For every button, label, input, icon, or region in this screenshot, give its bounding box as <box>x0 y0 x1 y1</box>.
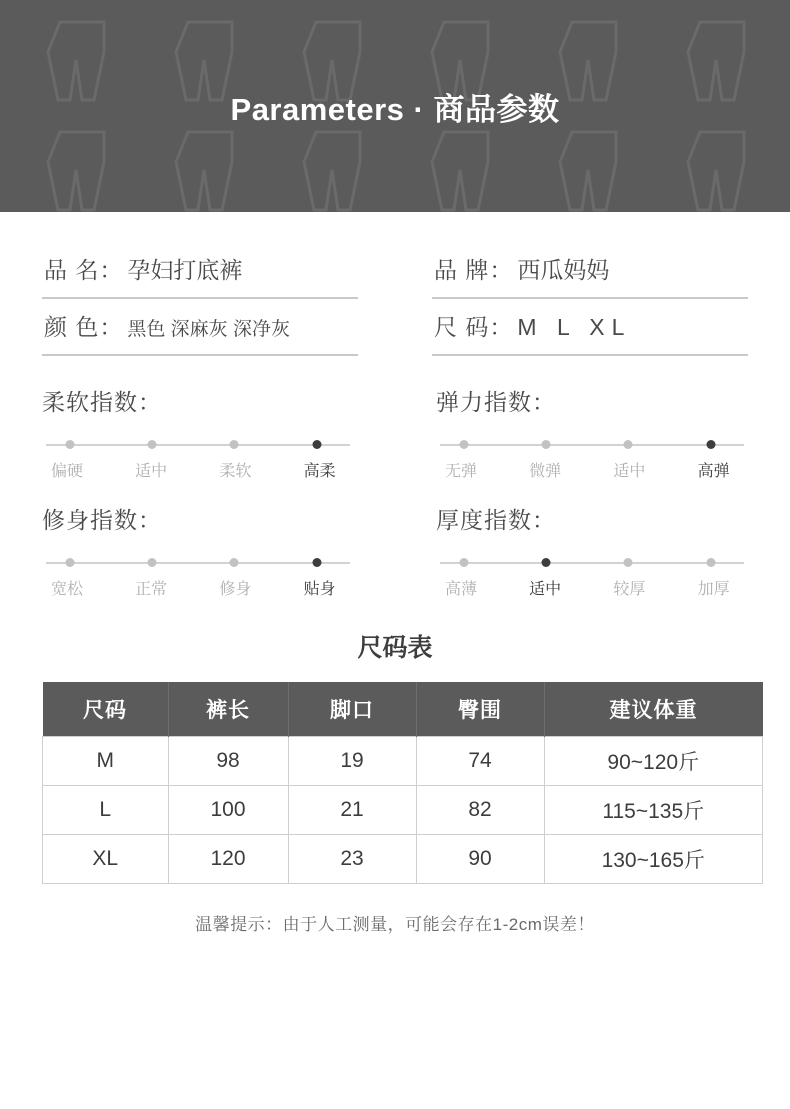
table-cell: 23 <box>288 835 416 884</box>
table-cell: 115~135斤 <box>544 786 763 835</box>
slider-dot-1[interactable] <box>460 558 469 567</box>
size-table-wrapper <box>0 682 790 884</box>
slider-label: 正常 <box>135 581 168 598</box>
table-header-row <box>43 682 763 737</box>
slider-dot-3[interactable] <box>624 440 633 449</box>
slider-label: 微弹 <box>529 463 562 480</box>
slider-dot-3[interactable] <box>230 440 239 449</box>
slider-track <box>440 562 744 564</box>
index-section <box>0 356 790 620</box>
table-cell: 90 <box>416 835 544 884</box>
slider-dot-2[interactable] <box>148 558 157 567</box>
slider-dot-3[interactable] <box>230 558 239 567</box>
table-row <box>43 835 763 884</box>
spec-label: 颜 色： <box>44 314 124 340</box>
table-header-cell: 脚口 <box>288 682 416 737</box>
slider-label: 修身 <box>219 581 252 598</box>
spec-value: 黑色 深麻灰 深净灰 <box>127 319 290 340</box>
measurement-tip: 温馨提示：由于人工测量，可能会存在1-2cm误差！ <box>195 915 595 934</box>
slim-fit-slider[interactable] <box>46 557 350 569</box>
spec-row-1 <box>42 242 748 299</box>
spec-value: 西瓜妈妈 <box>517 257 610 283</box>
thickness-labels <box>436 576 748 602</box>
slider-dot-4[interactable] <box>706 558 715 567</box>
thickness-index <box>436 502 748 602</box>
slider-dot-4[interactable] <box>312 440 321 449</box>
slider-dot-1[interactable] <box>66 440 75 449</box>
slider-label: 适中 <box>529 581 562 598</box>
thickness-slider[interactable] <box>440 557 744 569</box>
index-row-1 <box>42 384 748 502</box>
table-header-cell: 尺码 <box>43 682 169 737</box>
slider-label: 宽松 <box>50 581 83 598</box>
index-title: 修身指数： <box>42 507 162 533</box>
slider-label: 高柔 <box>303 463 336 480</box>
slider-track <box>440 444 744 446</box>
page-title: Parameters · 商品参数 <box>230 92 560 127</box>
slider-dot-1[interactable] <box>460 440 469 449</box>
size-table-title: 尺码表 <box>357 634 433 662</box>
spec-product-name <box>42 242 358 299</box>
table-header-cell: 建议体重 <box>544 682 763 737</box>
slider-dot-1[interactable] <box>66 558 75 567</box>
slider-label: 高弹 <box>697 463 730 480</box>
table-cell: M <box>43 737 169 786</box>
slider-label: 加厚 <box>697 581 730 598</box>
spec-section <box>0 212 790 356</box>
slider-label: 适中 <box>613 463 646 480</box>
elasticity-labels <box>436 458 748 484</box>
slim-fit-labels <box>42 576 354 602</box>
table-cell: 82 <box>416 786 544 835</box>
slider-label: 高薄 <box>444 581 477 598</box>
table-cell: 74 <box>416 737 544 786</box>
softness-labels <box>42 458 354 484</box>
slider-dot-2[interactable] <box>148 440 157 449</box>
slider-label: 柔软 <box>219 463 252 480</box>
table-cell: 100 <box>168 786 288 835</box>
softness-slider[interactable] <box>46 439 350 451</box>
index-title: 弹力指数： <box>436 389 556 415</box>
spec-color <box>42 299 358 356</box>
table-cell: 21 <box>288 786 416 835</box>
slider-dot-2[interactable] <box>542 558 551 567</box>
slider-dot-4[interactable] <box>706 440 715 449</box>
table-header-cell: 裤长 <box>168 682 288 737</box>
spec-label: 品 名： <box>44 257 124 283</box>
index-title: 柔软指数： <box>42 389 162 415</box>
size-table <box>42 682 763 884</box>
header-banner <box>0 0 790 212</box>
elasticity-slider[interactable] <box>440 439 744 451</box>
spec-row-2 <box>42 299 748 356</box>
spec-label: 品 牌： <box>434 257 514 283</box>
table-cell: 90~120斤 <box>544 737 763 786</box>
slim-fit-index <box>42 502 354 602</box>
slider-dot-4[interactable] <box>312 558 321 567</box>
table-cell: 130~165斤 <box>544 835 763 884</box>
spec-value: 孕妇打底裤 <box>127 257 243 283</box>
table-cell: 120 <box>168 835 288 884</box>
table-cell: 19 <box>288 737 416 786</box>
slider-label: 偏硬 <box>50 463 83 480</box>
slider-track <box>46 444 350 446</box>
table-row <box>43 737 763 786</box>
table-cell: XL <box>43 835 169 884</box>
slider-track <box>46 562 350 564</box>
spec-value: M L XL <box>517 314 632 340</box>
slider-dot-2[interactable] <box>542 440 551 449</box>
table-cell: L <box>43 786 169 835</box>
elasticity-index <box>436 384 748 484</box>
slider-label: 无弹 <box>444 463 477 480</box>
table-row <box>43 786 763 835</box>
slider-label: 适中 <box>135 463 168 480</box>
table-cell: 98 <box>168 737 288 786</box>
table-header-cell: 臀围 <box>416 682 544 737</box>
slider-label: 较厚 <box>613 581 646 598</box>
spec-label: 尺 码： <box>434 314 514 340</box>
index-title: 厚度指数： <box>436 507 556 533</box>
softness-index <box>42 384 354 484</box>
index-row-2 <box>42 502 748 620</box>
slider-dot-3[interactable] <box>624 558 633 567</box>
spec-size <box>432 299 748 356</box>
slider-label: 贴身 <box>303 581 336 598</box>
spec-brand <box>432 242 748 299</box>
